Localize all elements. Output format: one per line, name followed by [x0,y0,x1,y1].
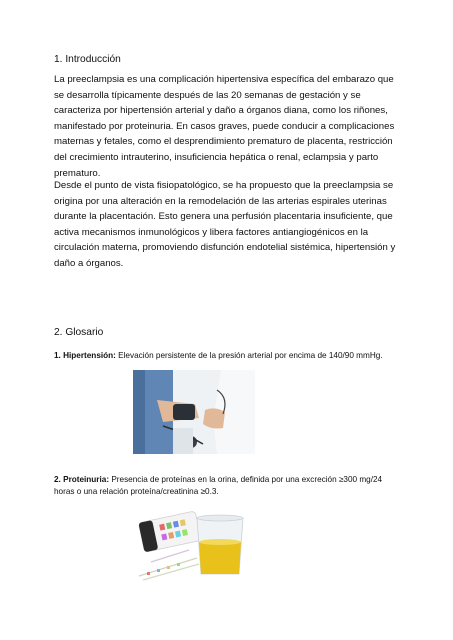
glossary-term-hypertension: 1. Hipertensión: [54,351,116,360]
intro-paragraph-2: Desde el punto de vista fisiopatológico, se ha propuesto que la preeclampsia se origina por una alteración en la remodelación de las arterias espirales uterinas durante la placentación. Esto genera una perfusión placentaria insuficiente, que activa mecanismos inmunológicos y libera factores antiangiogénicos en la circulación materna, promoviendo disfunción endotelial sistémica, hipertensión y daño a órganos. [54,180,396,269]
urine-test-photo [133,502,265,582]
intro-heading: 1. Introducción [54,54,121,65]
glossary-entry-proteinuria [54,474,404,498]
glossary-term-proteinuria: 2. Proteinuria: [54,475,110,484]
glossary-heading: 2. Glosario [54,327,104,338]
blood-pressure-photo [133,370,255,454]
glossary-entry-hypertension [54,350,404,362]
glossary-definition-hypertension: Elevación persistente de la presión arterial por encima de 140/90 mmHg. [115,351,383,360]
glossary-definition-proteinuria: Presencia de proteínas en la orina, definida por una excreción ≥300 mg/24 horas o una relación proteína/creatinina ≥0.3. [54,475,383,496]
intro-paragraph-1: La preeclampsia es una complicación hipertensiva específica del embarazo que se desarrolla típicamente después de las 20 semanas de gestación y se caracteriza por hipertensión arterial y daño a órganos diana, como los riñones, manifestado por proteinuria. En casos graves, puede conducir a complicaciones maternas y fetales, como el desprendimiento prematuro de placenta, restricción del crecimiento intrauterino, insuficiencia hepática o renal, eclampsia y parto prematuro. [54,74,395,179]
